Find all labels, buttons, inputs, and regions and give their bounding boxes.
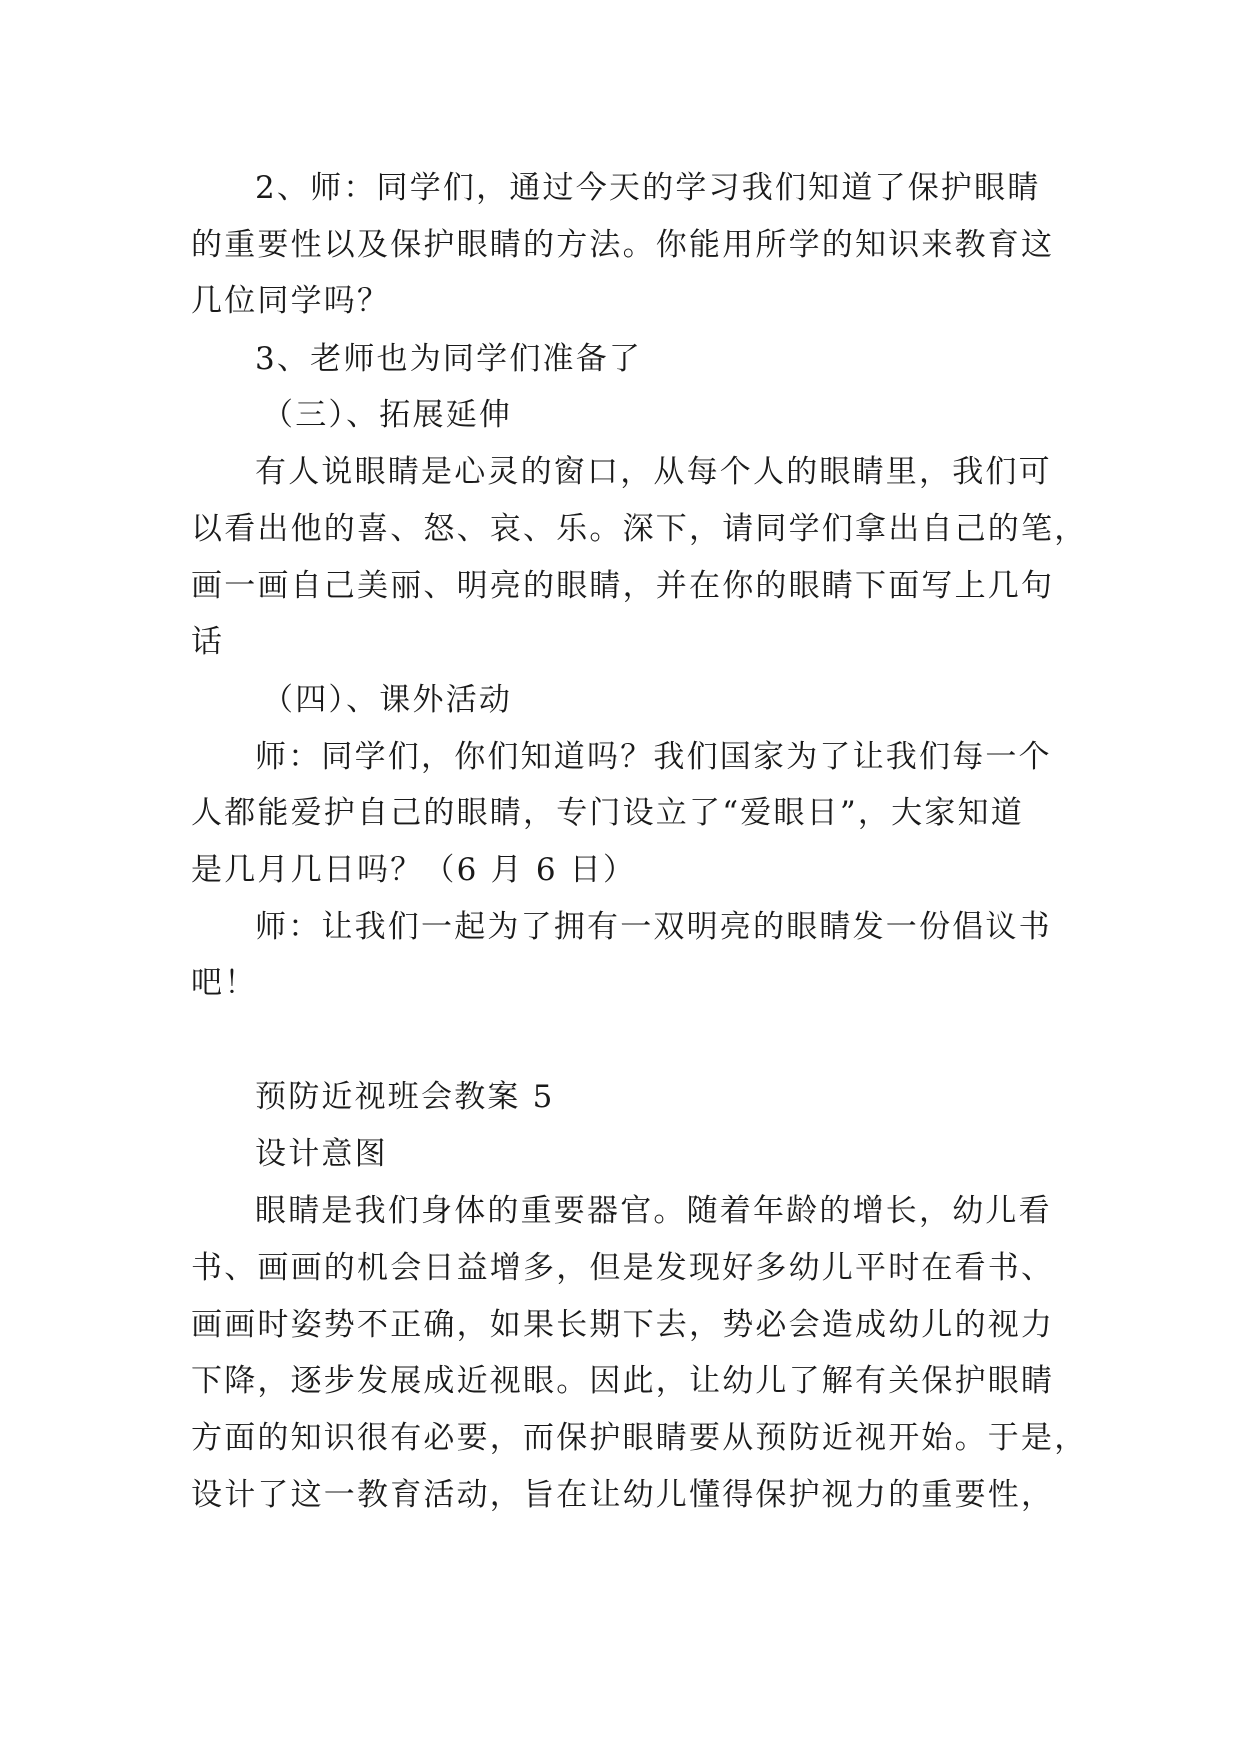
text-line: 师：同学们，你们知道吗？我们国家为了让我们每一个 [255,739,1052,775]
section-heading: 设计意图 [255,1136,388,1172]
text-line: 师：让我们一起为了拥有一双明亮的眼睛发一份倡议书 [255,909,1052,945]
text-line: 人都能爱护自己的眼睛，专门设立了“爱眼日”，大家知道 [191,795,1024,831]
section-heading: （三）、拓展延伸 [262,397,513,433]
text-line: 是几月几日吗？（6 月 6 日） [191,852,637,888]
text-line: 2、师：同学们，通过今天的学习我们知道了保护眼睛 [255,170,1041,206]
text-line: 画一画自己美丽、明亮的眼睛，并在你的眼睛下面写上几句 [191,568,1055,604]
document-title: 预防近视班会教案 5 [255,1079,555,1115]
text-line: 3、老师也为同学们准备了 [255,341,643,377]
section-heading: （四）、课外活动 [262,682,513,718]
text-line: 画画时姿势不正确，如果长期下去，势必会造成幼儿的视力 [191,1307,1055,1343]
text-line: 以看出他的喜、怒、哀、乐。深下，请同学们拿出自己的笔， [191,511,1088,547]
text-line: 的重要性以及保护眼睛的方法。你能用所学的知识来教育这 [191,227,1055,263]
text-line: 几位同学吗？ [191,283,391,319]
text-line: 眼睛是我们身体的重要器官。随着年龄的增长，幼儿看 [255,1193,1052,1229]
text-line: 吧！ [191,965,258,1001]
text-line: 下降，逐步发展成近视眼。因此，让幼儿了解有关保护眼睛 [191,1363,1055,1399]
text-line: 有人说眼睛是心灵的窗口，从每个人的眼睛里，我们可 [255,454,1052,490]
text-line: 方面的知识很有必要，而保护眼睛要从预防近视开始。于是， [191,1420,1088,1456]
text-line: 设计了这一教育活动，旨在让幼儿懂得保护视力的重要性， [191,1477,1055,1513]
text-line: 话 [191,624,225,660]
text-line: 书、画画的机会日益增多，但是发现好多幼儿平时在看书、 [191,1250,1055,1286]
